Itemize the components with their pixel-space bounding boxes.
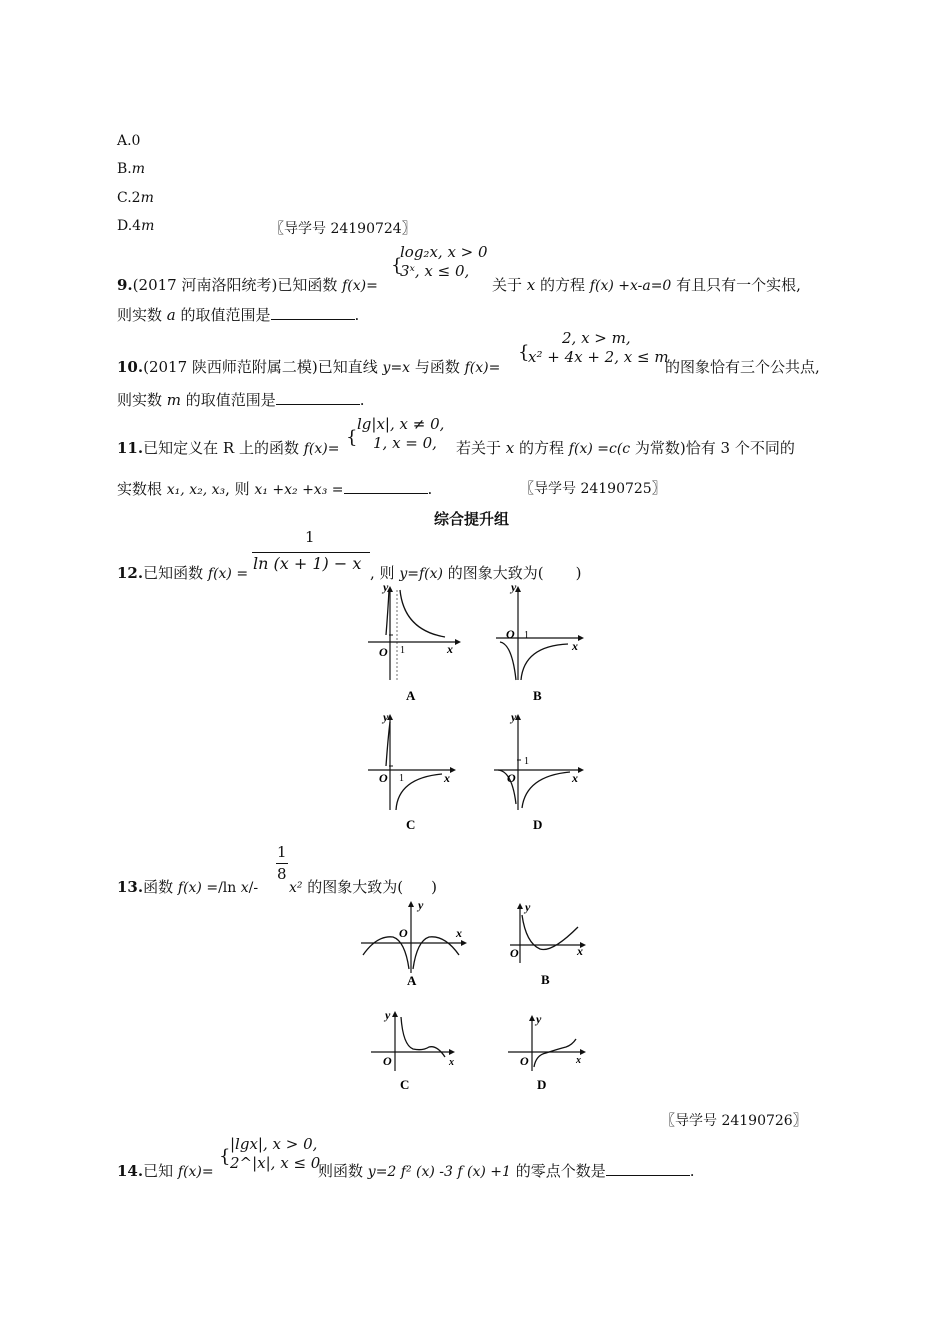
- q14-end: .: [689, 1162, 695, 1180]
- q12b-caption: B: [533, 688, 542, 703]
- q13d-y-arrow: [529, 1015, 535, 1021]
- q11-eq: =: [327, 441, 340, 457]
- q11-line2b-text: , 则: [225, 480, 255, 498]
- q14-number: 14.: [117, 1162, 144, 1180]
- q13c-y-arrow: [392, 1011, 398, 1017]
- q12c-y-label: y: [383, 710, 389, 724]
- q13a-caption: A: [407, 973, 417, 988]
- q12a-x-arrow: [455, 639, 461, 645]
- q13-eq: =/ln: [201, 880, 241, 896]
- q12c-curve-left: [386, 722, 390, 766]
- q14-line-1: [117, 1160, 214, 1181]
- q13-line-1: [117, 876, 258, 897]
- option-c-text: C.2: [117, 190, 141, 206]
- q10-piecewise: [528, 329, 669, 367]
- q13d-y-label: y: [536, 1012, 542, 1026]
- q12d-x-label: x: [572, 771, 578, 785]
- q14-answer-blank[interactable]: [606, 1161, 690, 1176]
- q9-line2-text: 则实数: [117, 306, 167, 324]
- q12-fx: f(x): [207, 566, 232, 582]
- q10-line2b-text: 的取值范围是: [181, 391, 276, 409]
- q11-line-1: [117, 437, 339, 458]
- q14-text3: 的零点个数是: [510, 1162, 606, 1180]
- q11-var-x: x: [505, 439, 515, 457]
- q14-piecewise: [230, 1135, 325, 1173]
- q9-text4: 有且只有一个实根,: [671, 276, 801, 294]
- q13-graph-b: [500, 895, 600, 990]
- q12-fraction-numerator: 1: [305, 528, 315, 546]
- q13-text2: 的图象大致为(: [302, 878, 404, 896]
- q12c-caption: C: [406, 817, 416, 832]
- q12-text: 已知函数: [143, 564, 208, 582]
- q12-fraction-denominator: ln (x + 1) − x: [253, 554, 362, 573]
- q13a-y-arrow: [408, 901, 414, 907]
- q14-function: y=2 f² (x) -3 f (x) +1: [367, 1164, 511, 1180]
- q9-answer-blank[interactable]: [271, 305, 355, 320]
- q12-yfx: y=f(x): [399, 566, 443, 582]
- q14-text2: 则函数: [318, 1162, 368, 1180]
- q13a-x-arrow: [461, 940, 467, 946]
- q10-text3: 的图象恰有三个公共点,: [665, 358, 820, 376]
- reference-number-3: 〖导学号 24190726〗: [661, 1113, 807, 1129]
- q13-var-x: x: [240, 880, 249, 896]
- option-a-text: A.0: [117, 133, 141, 149]
- q13b-caption: B: [541, 972, 550, 987]
- q13b-y-arrow: [517, 903, 523, 909]
- option-d: [117, 218, 154, 234]
- q10-end: .: [359, 391, 365, 409]
- q12b-curve-left: [500, 642, 516, 680]
- q13b-curve: [522, 915, 578, 950]
- q13-graph-d: [502, 1005, 602, 1095]
- q12-graph-d: [488, 708, 598, 838]
- q11-case-1: lg|x|, x ≠ 0,: [357, 415, 445, 433]
- q13d-x-label: x: [576, 1055, 581, 1066]
- q11-number: 11.: [117, 439, 144, 457]
- q12b-x-label: x: [572, 639, 578, 653]
- q11-end: .: [427, 480, 433, 498]
- q13a-origin: O: [399, 926, 408, 940]
- q12c-origin: O: [379, 771, 388, 785]
- q11-answer-blank[interactable]: [344, 479, 428, 494]
- q10-line2-text: 则实数: [117, 391, 167, 409]
- q11-roots: x₁, x₂, x₃: [166, 482, 226, 498]
- q12b-y-label: y: [511, 580, 517, 594]
- q13-number: 13.: [117, 878, 144, 896]
- q13-paren-close: ): [431, 878, 437, 896]
- q11-piecewise: [357, 415, 444, 453]
- q12b-x-arrow: [578, 635, 584, 641]
- q10-case-1: 2, x > m,: [562, 329, 631, 347]
- q9-line-2: [117, 304, 359, 325]
- option-c-var: m: [140, 190, 154, 206]
- q11-line2-text: 实数根: [117, 480, 167, 498]
- q13d-origin: O: [520, 1054, 529, 1068]
- q9-case-1: log₂x, x > 0: [400, 243, 488, 261]
- q9-case-2: 3ˣ, x ≤ 0,: [400, 262, 470, 280]
- q10-text: (2017 陕西师范附属二模)已知直线: [143, 358, 383, 376]
- q14-line-1b: [318, 1160, 694, 1181]
- q14-text: 已知: [143, 1162, 178, 1180]
- q12-paren-close: ): [575, 564, 582, 582]
- q10-yx: y=x: [382, 360, 411, 376]
- q9-text3: 的方程: [535, 276, 590, 294]
- q13-frac-bar: [276, 863, 288, 864]
- q14-brace: {: [219, 1146, 231, 1167]
- q14-case-2: 2^|x|, x ≤ 0,: [230, 1154, 326, 1172]
- q12a-tick-label: 1: [400, 645, 405, 656]
- q10-answer-blank[interactable]: [276, 390, 360, 405]
- option-d-text: D.4: [117, 218, 142, 234]
- q13c-origin: O: [383, 1054, 392, 1068]
- q13-fx: f(x): [177, 880, 202, 896]
- q12a-caption: A: [406, 688, 416, 703]
- q11-text4: 为常数)恰有 3 个不同的: [630, 439, 795, 457]
- q10-line-1b: [665, 356, 820, 377]
- q13c-x-arrow: [449, 1049, 455, 1055]
- reference-number-1: 〖导学号 24190724〗: [270, 221, 416, 237]
- q12-text3: 的图象大致为(: [442, 564, 544, 582]
- q9-equation: f(x) +x-a=0: [589, 278, 672, 294]
- q11-brace: {: [346, 427, 358, 448]
- q10-number: 10.: [117, 358, 144, 376]
- q11-line-2: [117, 478, 432, 499]
- q10-brace: {: [518, 342, 530, 363]
- q11-sum: x₁ +x₂ +x₃ =: [254, 482, 344, 498]
- q11-line-1b: [456, 437, 795, 458]
- q9-line-1b: [492, 274, 801, 295]
- q12b-tick-label: 1: [524, 630, 529, 641]
- q12c-tick-label: 1: [399, 773, 404, 784]
- section-title: 综合提升组: [434, 510, 510, 528]
- q12-eq: =: [231, 566, 249, 582]
- q12b-origin: O: [506, 627, 515, 641]
- q13b-origin: O: [510, 946, 519, 960]
- q9-line-1: [117, 274, 378, 295]
- q12d-tick-label: 1: [524, 756, 529, 767]
- q11-equation: f(x) =c(c: [568, 441, 631, 457]
- q11-text2: 若关于: [456, 439, 506, 457]
- q12-line-1: [117, 562, 248, 583]
- q12-number: 12.: [117, 564, 144, 582]
- q12a-curve-left: [386, 590, 389, 635]
- q13d-curve: [534, 1039, 576, 1067]
- q10-fx: f(x): [464, 360, 489, 376]
- q10-line-2: [117, 389, 365, 410]
- q13-frac-num: 1: [277, 843, 287, 861]
- q14-eq: =: [201, 1164, 214, 1180]
- q9-var-x: x: [526, 276, 536, 294]
- q9-brace: {: [391, 255, 403, 276]
- q10-text2: 与函数: [410, 358, 465, 376]
- q13a-curve-right: [413, 937, 459, 969]
- q11-text: 已知定义在 R 上的函数: [143, 439, 304, 457]
- option-b: [117, 161, 145, 177]
- q12c-x-label: x: [444, 771, 450, 785]
- q13-graph-c: [365, 1005, 465, 1095]
- q9-piecewise: [400, 243, 488, 281]
- q10-case-2: x² + 4x + 2, x ≤ m: [528, 348, 669, 366]
- q11-case-2: 1, x = 0,: [373, 434, 437, 452]
- q12-text2: , 则: [370, 564, 400, 582]
- q13a-x-label: x: [456, 926, 462, 940]
- q12d-y-label: y: [511, 710, 517, 724]
- q14-fx: f(x): [177, 1164, 202, 1180]
- q9-text: (2017 河南洛阳统考)已知函数: [132, 276, 343, 294]
- q10-var-m: m: [166, 391, 182, 409]
- q12c-x-arrow: [450, 767, 456, 773]
- option-b-text: B.: [117, 161, 132, 177]
- q9-line2b-text: 的取值范围是: [175, 306, 271, 324]
- option-d-var: m: [141, 218, 155, 234]
- q12-graph-a: [360, 580, 470, 710]
- q9-fx: f(x): [342, 278, 367, 294]
- q9-eq: =: [366, 278, 378, 294]
- q13a-y-label: y: [418, 898, 424, 912]
- q13-frac-den: 8: [277, 865, 287, 883]
- q12a-origin: O: [379, 645, 388, 659]
- q12a-curve-right: [400, 590, 445, 637]
- q12-graph-b: [488, 580, 598, 710]
- q13-text: 函数: [143, 878, 178, 896]
- q13c-caption: C: [400, 1077, 410, 1092]
- reference-number-2: 〖导学号 24190725〗: [520, 481, 666, 497]
- q9-end: .: [354, 306, 360, 324]
- q12d-x-arrow: [578, 767, 584, 773]
- q9-number: 9.: [117, 276, 133, 294]
- q9-text2: 关于: [492, 276, 527, 294]
- q13-line-1b: [289, 876, 437, 897]
- q12d-caption: D: [533, 817, 543, 832]
- q10-eq: =: [488, 360, 501, 376]
- q12-graph-c: [360, 708, 470, 838]
- q13b-x-label: x: [577, 944, 583, 958]
- q12d-curve-right: [522, 772, 570, 808]
- q13c-y-label: y: [385, 1008, 391, 1022]
- q12d-origin: O: [507, 771, 516, 785]
- q13c-curve: [401, 1017, 445, 1057]
- q11-fx: f(x): [303, 441, 328, 457]
- q14-case-1: |lgx|, x > 0,: [230, 1135, 318, 1153]
- option-b-var: m: [131, 161, 146, 177]
- option-a: [117, 133, 140, 149]
- q12-fraction-bar: [252, 552, 370, 553]
- q13b-y-label: y: [525, 900, 531, 914]
- q12a-x-label: x: [447, 642, 453, 656]
- q12b-curve-right: [521, 644, 568, 680]
- q9-var-a: a: [166, 306, 176, 324]
- q13-x2: x²: [289, 880, 303, 896]
- q13-slash: /-: [248, 880, 259, 896]
- q12a-y-label: y: [383, 580, 389, 594]
- option-c: [117, 190, 154, 206]
- q11-text3: 的方程: [514, 439, 569, 457]
- q10-line-1: [117, 356, 500, 377]
- q13-graph-a: [355, 895, 475, 990]
- q13c-x-label: x: [449, 1057, 454, 1068]
- q13d-caption: D: [537, 1077, 547, 1092]
- q13a-curve-left: [363, 937, 409, 969]
